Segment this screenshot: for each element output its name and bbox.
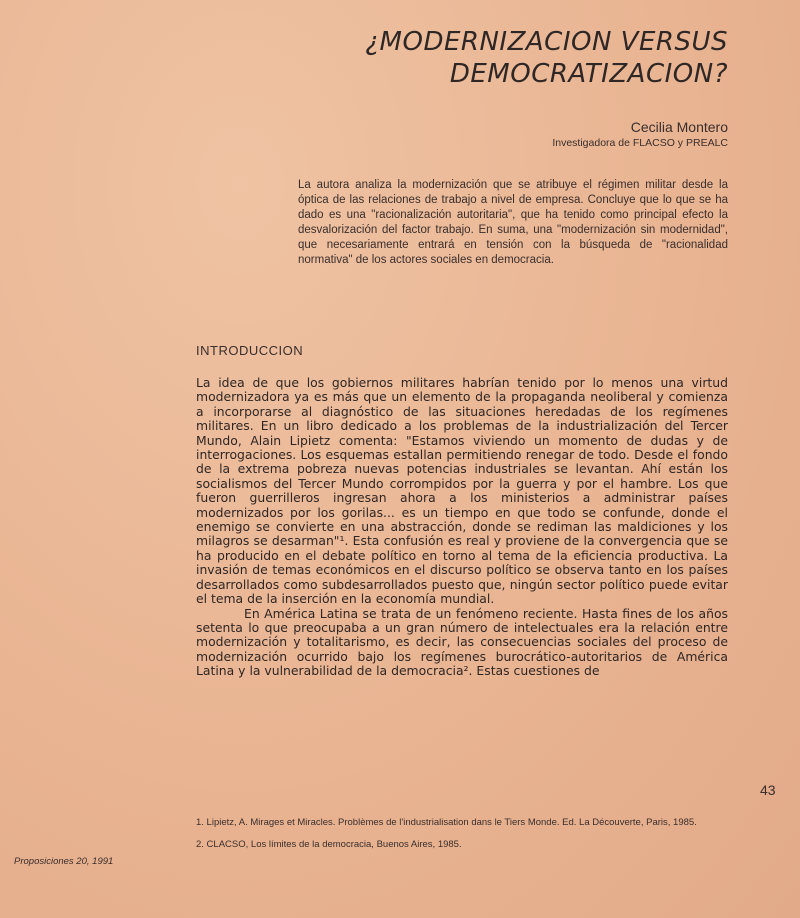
journal-reference: Proposiciones 20, 1991 <box>14 856 114 867</box>
body-paragraph-2: En América Latina se trata de un fenómeno reciente. Hasta fines de los años setenta lo que preocupaba a un gran número de intelectuales era la relación entre modernización y totalitarismo, es decir, las consecuencias sociales del proceso de modernización ocurrido bajo los regímenes burocrático-autoritarios de América Latina y la vulnerabilidad de la democracia². Estas cuestiones de <box>196 605 728 679</box>
author-name: Cecilia Montero <box>630 119 728 135</box>
author-block <box>552 118 728 150</box>
footnote-2: 2. CLACSO, Los límites de la democracia, Buenos Aires, 1985. <box>196 838 462 850</box>
section-heading: INTRODUCCION <box>196 343 304 358</box>
title-line-2: DEMOCRATIZACION? <box>449 59 728 89</box>
body-text <box>196 376 728 679</box>
footnote-1: 1. Lipietz, A. Mirages et Miracles. Problèmes de l'industrialisation dans le Tiers Monde. Ed. La Découverte, Paris, 1985. <box>196 817 697 828</box>
title-line-1: ¿MODERNIZACION VERSUS <box>365 27 728 57</box>
author-affiliation: Investigadora de FLACSO y PREALC <box>552 137 728 149</box>
page-number: 43 <box>760 782 776 798</box>
abstract: La autora analiza la modernización que se atribuye el régimen militar desde la óptica de las relaciones de trabajo a nivel de empresa. Concluye que lo que se ha dado es una "racionalización autoritaria", que ha tenido como principal efecto la desvalorización del factor trabajo. En suma, una "modernización sin modernidad", que necesariamente entrará en tensión con la búsqueda de "racionalidad normativa" de los actores sociales en democracia. <box>298 179 728 266</box>
body-paragraph-1: La idea de que los gobiernos militares habrían tenido por lo menos una virtud modernizadora ya es más que un elemento de la propaganda neoliberal y comienza a incorporarse al diagnóstico de las situaciones heredadas de los regímenes militares. En un libro dedicado a los problemas de la industrialización del Tercer Mundo, Alain Lipietz comenta: "Estamos viviendo un momento de dudas y de interrogaciones. Los esquemas estallan permitiendo renegar de todo. Desde el fondo de la extrema pobreza nuevas potencias industriales se levantan. Ahí están los socialismos del Tercer Mundo corrompidos por la guerra y por el hambre. Los que fueron guerrilleros ingresan ahora a los ministerios a administrar países modernizados por los gorilas... es un tiempo en que todo se confunde, donde el enemigo se convierte en una abstracción, donde se rediman las maldiciones y los milagros se desarman"¹. Esta confusión es real y proviene de la convergencia que se ha producido en el debate político en torno al tema de la eficiencia productiva. La invasión de temas económicos en el discurso político se observa tanto en los países desarrollados como subdesarrollados puesto que, ningún sector político puede evitar el tema de la inserción en la economía mundial. <box>196 375 728 607</box>
article-title <box>365 26 728 90</box>
footnotes <box>196 817 732 851</box>
